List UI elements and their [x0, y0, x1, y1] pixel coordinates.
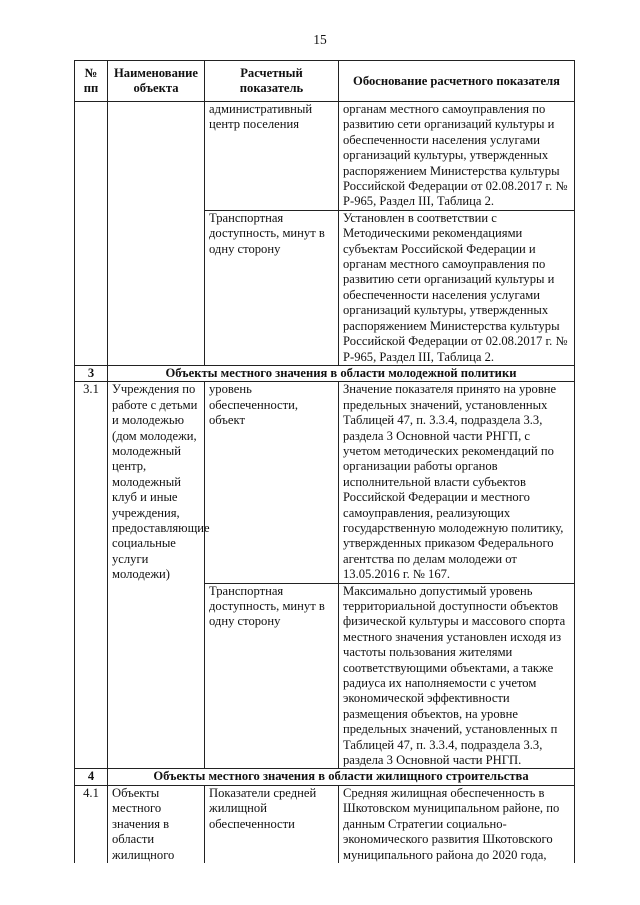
- cell-name: [108, 102, 205, 366]
- cell-justification: Средняя жилищная обеспеченность в Шкотовском муниципальном районе, по данным Стратегии социально-экономического развития Шкотовского муниципального района до 2020 года,: [339, 785, 575, 863]
- table-row: [75, 102, 575, 211]
- header-justification: Обоснование расчетного показателя: [339, 61, 575, 102]
- cell-justification: органам местного самоуправления по развитию сети организаций культуры и обеспеченности населения услугами организаций культуры, утвержденных распоряжением Министерства культуры Российской Федерации от 02.08.2017 г. № Р-965, Раздел III, Таблица 2.: [339, 102, 575, 211]
- document-table: [74, 60, 575, 863]
- cell-indicator: Показатели средней жилищной обеспеченности: [205, 785, 339, 863]
- section-row: [75, 769, 575, 785]
- table-header-row: [75, 61, 575, 102]
- cell-indicator: Транспортная доступность, минут в одну сторону: [205, 583, 339, 769]
- cell-num: 3.1: [75, 382, 108, 769]
- header-indicator: Расчетный показатель: [205, 61, 339, 102]
- cell-justification: Установлен в соответствии с Методическими рекомендациями субъектам Российской Федерации и органам местного самоуправления по развитию сети организаций культуры и обеспеченности населения услугами организаций культуры, утвержденных распоряжением Министерства культуры Российской Федерации от 02.08.2017 г. № Р-965, Раздел III, Таблица 2.: [339, 210, 575, 365]
- table-row: [75, 785, 575, 863]
- cell-name: Объекты местного значения в области жилищного: [108, 785, 205, 863]
- cell-name: Учреждения по работе с детьми и молодежью (дом молодежи, молодежный центр, молодежный клуб и иные учреждения, предоставляющие социальные услуги молодежи): [108, 382, 205, 769]
- section-num: 4: [75, 769, 108, 785]
- section-row: [75, 365, 575, 381]
- header-num: № пп: [75, 61, 108, 102]
- header-name: Наименование объекта: [108, 61, 205, 102]
- cell-indicator: уровень обеспеченности, объект: [205, 382, 339, 583]
- page-number: 15: [313, 32, 327, 47]
- section-title: Объекты местного значения в области жилищного строительства: [108, 769, 575, 785]
- cell-indicator: Транспортная доступность, минут в одну сторону: [205, 210, 339, 365]
- section-title: Объекты местного значения в области молодежной политики: [108, 365, 575, 381]
- section-num: 3: [75, 365, 108, 381]
- cell-indicator: административный центр поселения: [205, 102, 339, 211]
- cell-num: [75, 102, 108, 366]
- cell-justification: Максимально допустимый уровень территориальной доступности объектов физической культуры и массового спорта местного значения установлен исходя из частоты пользования жителями соответствующими объектами, а также радиуса их наполняемости с учетом экономической эффективности размещения объектов, на уровне предельных значений, установленных п Таблицей 47, п. 3.3.4, подраздела 3.3, раздела 3 Основной части РНГП.: [339, 583, 575, 769]
- cell-num: 4.1: [75, 785, 108, 863]
- cell-justification: Значение показателя принято на уровне предельных значений, установленных Таблицей 47, п. 3.3.4, подраздела 3.3, раздела 3 Основной части РНГП, с учетом методических рекомендаций по организации работы органов исполнительной власти субъектов Российской Федерации и местного самоуправления, реализующих государственную молодежную политику, утвержденных приказом Федерального агентства по делам молодежи от 13.05.2016 г. № 167.: [339, 382, 575, 583]
- table-row: [75, 382, 575, 583]
